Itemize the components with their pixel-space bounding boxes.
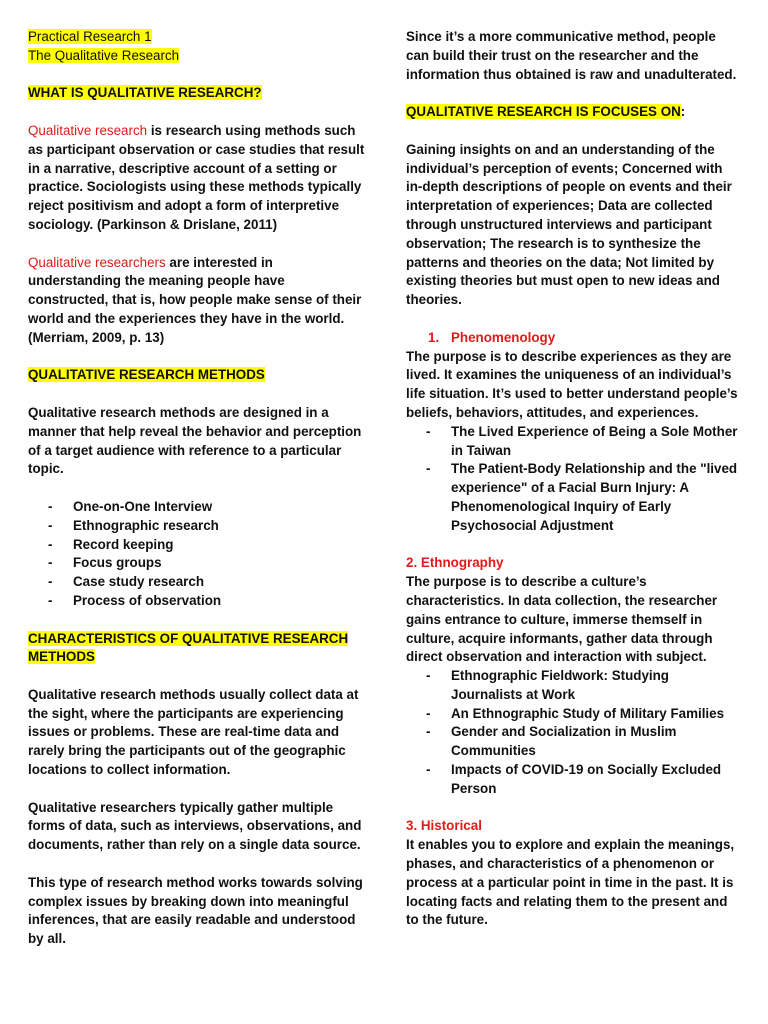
paragraph-ethnography: The purpose is to describe a culture’s characteristics. In data collection, the researcher gains entrance to culture, immerse themself in culture, acquire informants, gather data through direct observation and interaction with subject.: [406, 574, 718, 665]
paragraph-char-1: Qualitative research methods usually collect data at the sight, where the participants are experiencing issues or problems. These are real-time data and rarely bring the participants out of the geographic locations to collect information.: [28, 686, 359, 778]
term-qualitative-research: Qualitative research: [28, 122, 148, 138]
paragraph-phenomenology: The purpose is to describe experiences as they are lived. It examines the uniqueness of an individual’s life situation. It’s used to better understand people’s beliefs, behaviors, attitudes, and experiences.: [406, 348, 738, 420]
list-item: - The Lived Experience of Being a Sole Mother in Taiwan: [406, 423, 742, 461]
heading-what-is: WHAT IS QUALITATIVE RESEARCH?: [28, 85, 262, 101]
section-ethnography-title: 2. Ethnography: [406, 555, 504, 571]
list-item: - Case study research: [28, 573, 366, 592]
list-item: - Gender and Socialization in Muslim Communities: [406, 723, 742, 761]
heading-characteristics: CHARACTERISTICS OF QUALITATIVE RESEARCH METHODS: [28, 630, 349, 665]
heading-focuses-on: QUALITATIVE RESEARCH IS FOCUSES ON:: [406, 104, 686, 120]
list-item: - Impacts of COVID-19 on Socially Excluded Person: [406, 761, 742, 799]
paragraph-definition: Qualitative research is research using methods such as participant observation or case studies that result in a narrative, descriptive account of a setting or practice. Sociologists using these methods typically reject positivism and adopt a form of interpretive sociology. (Parkinson & Drislane, 2011): [28, 122, 365, 232]
methods-list: [28, 498, 366, 611]
list-item: - One-on-One Interview: [28, 498, 366, 517]
list-item: - Ethnographic research: [28, 517, 366, 536]
heading-methods: QUALITATIVE RESEARCH METHODS: [28, 367, 265, 383]
paragraph-char-2: Qualitative researchers typically gather multiple forms of data, such as interviews, observations, and documents, rather than rely on a single data source.: [28, 799, 362, 853]
paragraph-communicative: Since it’s a more communicative method, people can build their trust on the researcher and the information thus obtained is raw and unadulterated.: [406, 29, 737, 82]
title-line-1: Practical Research 1: [28, 29, 152, 44]
phenomenology-examples: [406, 423, 742, 536]
section-historical-title: 3. Historical: [406, 818, 482, 834]
list-item: - Process of observation: [28, 592, 366, 611]
doc-title: [28, 28, 366, 47]
paragraph-methods-intro: Qualitative research methods are designed in a manner that help reveal the behavior and perception of a target audience with reference to a particular topic.: [28, 404, 362, 477]
right-column: [406, 28, 742, 930]
list-item: - Record keeping: [28, 536, 366, 555]
left-column: [28, 28, 366, 949]
term-qualitative-researchers: Qualitative researchers: [28, 254, 166, 270]
doc-subtitle: [28, 47, 366, 66]
paragraph-focus: Gaining insights on and an understanding of the individual’s perception of events; Concerned with in-depth descriptions of people on events and their interpretation of experiences; Data are collected through unstructured interviews and participant observation; The research is to synthesize the patterns and theories on the data; Not limited by existing theories but must open to new ideas and theories.: [406, 141, 732, 308]
paragraph-researchers: Qualitative researchers are interested in understanding the meaning people have constructed, that is, how people make sense of their world and the experiences they have in the world. (Merriam, 2009, p. 13): [28, 254, 362, 345]
list-item: - The Patient-Body Relationship and the "lived experience" of a Facial Burn Injury: A Phenomenological Inquiry of Early Psychosocial Adjustment: [406, 460, 742, 535]
ethnography-examples: [406, 667, 742, 799]
list-item: - Ethnographic Fieldwork: Studying Journalists at Work: [406, 667, 742, 705]
section-phenomenology-title: 1. Phenomenology: [428, 329, 556, 345]
paragraph-historical: It enables you to explore and explain the meanings, phases, and characteristics of a phenomenon or process at a particular point in time in the past. It is locating facts and relating them to the present and to the future.: [406, 837, 735, 928]
list-item: - An Ethnographic Study of Military Families: [406, 705, 742, 724]
title-line-2: The Qualitative Research: [28, 47, 180, 63]
list-item: - Focus groups: [28, 554, 366, 573]
paragraph-char-3: This type of research method works towards solving complex issues by breaking down into meaningful inferences, that are easily readable and understood by all.: [28, 874, 363, 947]
